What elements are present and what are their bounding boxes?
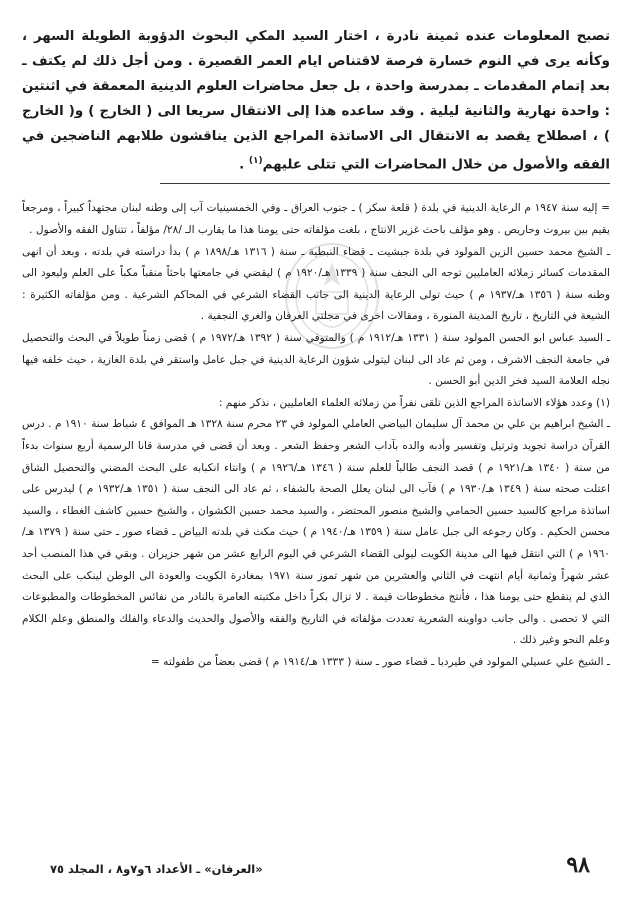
main-paragraph-end: .	[239, 157, 249, 173]
footnote-biography: ـ الشيخ ابراهيم بن علي بن محمد آل سليمان البياضي العاملي المولود في ٢٣ محرم سنة ١٣٢٨ هـ الموافق ٤ شباط سنة ١٩١٠ م . درس القرآن دراسة تجويد وترتيل وتفسير وأدبه والده بآداب الشعر وحفظ الشعر . وبعد أن قضى في مدرسة قانا الرسمية أربع سنوات بدءاً من سنة ( ١٣٤٠ هـ/١٩٢١ م ) قصد النجف طالباً للعلم سنة ( ١٣٤٦ هـ/١٩٢٦ م ) وانتاء انكبابه على البحث المضني والتحصيل الشاق اعتلت صحته سنة ( ١٣٤٩ هـ/١٩٣٠ م ) فآب الى لبنان يعلل الصحة بالشفاء ، ثم عاد الى النجف سنة ( ١٣٥١ هـ/١٩٣٢ م ) ليدرس على اساتذة مراجع كالسيد حسين الحمامي والشيخ منصور المحتضر ، والسيد محمد حسين الكشوان ، والشيخ حسين كاشف الغطاء ، والسيد محسن الحكيم . وكان رجوعه الى جبل عامل سنة ( ١٣٥٩ هـ/١٩٤٠ م ) حيث مكث في بلدته البياض ـ قضاء صور ـ حتى سنة ( ١٣٧٩ هـ/١٩٦٠ م ) التي انتقل فيها الى مدينة الكويت ليولى القضاء الشرعي في اليوم الرابع عشر من شهر حزيران . وبقي في هذا المنصب أحد عشر شهراً وثمانية أيام انتهت في الثاني والعشرين من شهر تموز سنة ١٩٧١ بمغادرة الكويت والعودة الى الوطن لينكب على البحث الذي لم ينقطع حتى يومنا هذا ، فأنتج مخطوطات قيمة . لا تزال بكراً داخل مكتبته العامرة بالنادر من نفائس المخطوطات والمطبوعات التي لا تحصى . والى جانب دواوينه الشعرية تعددت مؤلفاته في التاريخ والفقه والأصول والحديث والدعاء والفلك والمنطق وعلم الكلام وعلم النحو وغير ذلك .	[22, 418, 611, 647]
footnote-note-heading: (١) وعدد هؤلاء الاساتذة المراجع الذين تلقى نفراً من زملائه العلماء العامليين ، نذكر منهم :	[218, 396, 610, 409]
footnote-reference[interactable]: (١)	[248, 156, 263, 166]
footnote-separator	[160, 183, 610, 184]
document-page	[22, 24, 610, 844]
footnote-continuation: = إليه سنة ١٩٤٧ م الرعاية الدينية في بلدة ( قلعة سكر ) ـ جنوب العراق ـ وفي الخمسينيات آب إلى وطنه لبنان مجتهداً كبيراً ، ومرجعاً يقيم بين بيروت وحاريص . وهو مؤلف باحث غزير الانتاج ، بلغت مؤلفاته حتى يومنا هذا ما يقارب الـ /٢٨/ مؤلفاً ، تتناول الفقه والأصول .	[22, 202, 610, 237]
footnote-biography: ـ الشيخ علي عسيلي المولود في طيردبا ـ قضاء صور ـ سنة ( ١٣٣٣ هـ/١٩١٤ م ) قضى بعضاً من طفولته =	[150, 655, 610, 668]
footnote-biography: ـ السيد عباس ابو الحسن المولود سنة ( ١٣٣١ هـ/١٩١٢ م ) والمتوفي سنة ( ١٣٩٢ هـ/١٩٧٢ م ) قضى زمناً طويلاً في البحث والتحصيل في جامعة النجف الاشرف ، ومن ثم عاد الى لبنان ليتولى شؤون الرعاية الدينية في جبل عامل واستقر في بلدة الغازية ، حيث خلفه فيها نجله العلامة السيد فخر الدين أبو الحسن .	[22, 332, 610, 388]
main-paragraph-body: تصبح المعلومات عنده ثمينة نادرة ، اختار السيد المكي البحوث الدؤوبة الطويلة السهر ، وكأنه يرى في النوم خسارة فرصة لاقتناص ايام العمر القصيرة . ومن أجل ذلك لم يكتف ـ بعد إتمام المقدمات ـ بمدرسة واحدة ، بل جعل محاضرات العلوم الدينية المعمقة في اثنتين : واحدة نهارية والثانية ليلية . وقد ساعده هذا إلى الانتقال سريعا الى ( الخارج ) و( الخارج ) ، اصطلاح يقصد به الانتقال الى الاساتذة المراجع الذين يناقشون طلابهم الناضجين في الفقه والأصول من خلال المحاضرات التي تتلى عليهم	[22, 29, 610, 173]
page-number: ٩٨	[566, 852, 590, 878]
main-paragraph	[22, 24, 610, 177]
footnote-biography: ـ الشيخ محمد حسين الزين المولود في بلدة جبشيت ـ قضاء النبطية ـ سنة ( ١٣١٦ هـ/١٨٩٨ م ) بدأ دراسته في بلدته ، وبعد أن انهى المقدمات كسائر زملائه العامليين توجه الى النجف سنة ( ١٣٣٩ هـ/١٩٢٠ م ) ليقضي في جامعتها باحثاً منقباً مكباً على العلم وليعود الى وطنه سنة ( ١٣٥٦ هـ/١٩٣٧ م ) حيث تولى الرعاية الدينية الى جانب القضاء الشرعي في المحاكم الشرعية . ومن مؤلفاته الكثيرة : الشيعة في التاريخ ، تاريخ المدينة المنورة ، ومقالات اخرى في مجلتي العرفان والغري النجفية .	[22, 245, 610, 323]
journal-reference: «العرفان» ـ الأعداد ٦و٧و٨ ، المجلد ٧٥	[50, 862, 263, 876]
library-stamp-watermark	[282, 240, 382, 352]
page-footer	[50, 852, 590, 886]
